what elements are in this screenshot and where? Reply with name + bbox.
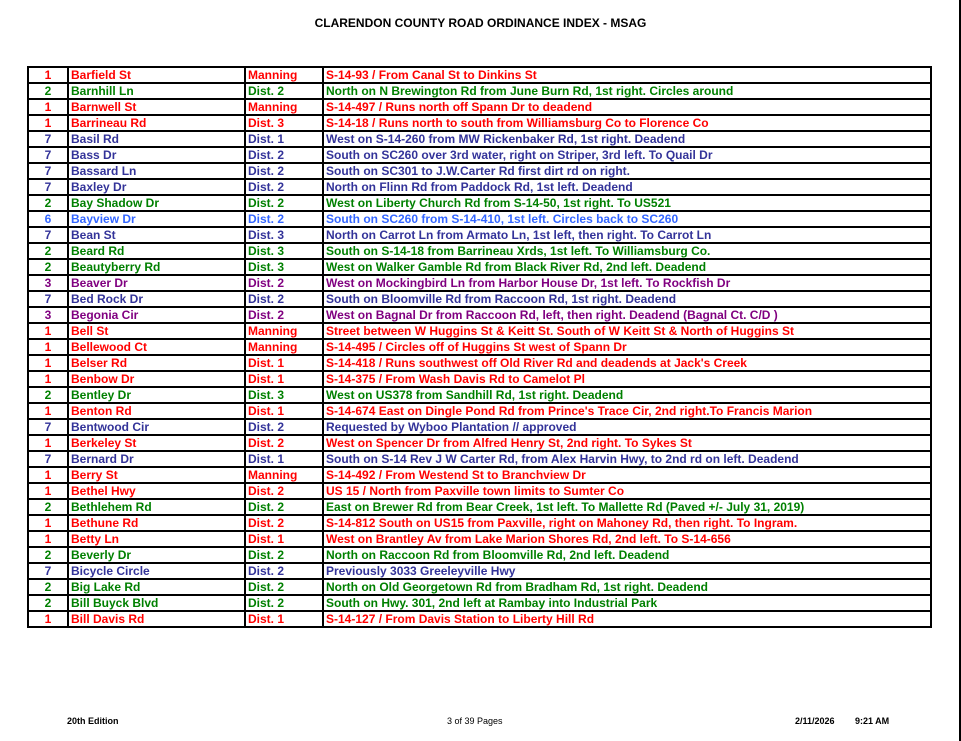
table-row bbox=[28, 131, 931, 147]
road-name: Belser Rd bbox=[68, 355, 245, 371]
district: Dist. 1 bbox=[245, 611, 323, 627]
road-name: Beautyberry Rd bbox=[68, 259, 245, 275]
description: US 15 / North from Paxville town limits to Sumter Co bbox=[323, 483, 931, 499]
zone-number: 2 bbox=[28, 579, 68, 595]
zone-number: 7 bbox=[28, 179, 68, 195]
description: S-14-495 / Circles off of Huggins St west of Spann Dr bbox=[323, 339, 931, 355]
district: Dist. 3 bbox=[245, 259, 323, 275]
description: S-14-492 / From Westend St to Branchview Dr bbox=[323, 467, 931, 483]
description: North on N Brewington Rd from June Burn Rd, 1st right. Circles around bbox=[323, 83, 931, 99]
zone-number: 7 bbox=[28, 451, 68, 467]
road-name: Bernard Dr bbox=[68, 451, 245, 467]
table-row bbox=[28, 531, 931, 547]
table-row bbox=[28, 371, 931, 387]
table-row bbox=[28, 147, 931, 163]
table-row bbox=[28, 355, 931, 371]
table-row bbox=[28, 563, 931, 579]
page-title: CLARENDON COUNTY ROAD ORDINANCE INDEX - MSAG bbox=[314, 16, 647, 30]
description: West on Mockingbird Ln from Harbor House Dr, 1st left. To Rockfish Dr bbox=[323, 275, 931, 291]
description: South on Bloomville Rd from Raccoon Rd, 1st right. Deadend bbox=[323, 291, 931, 307]
district: Dist. 2 bbox=[245, 515, 323, 531]
description: West on Brantley Av from Lake Marion Shores Rd, 2nd left. To S-14-656 bbox=[323, 531, 931, 547]
table-row bbox=[28, 83, 931, 99]
district: Dist. 3 bbox=[245, 227, 323, 243]
zone-number: 1 bbox=[28, 67, 68, 83]
zone-number: 7 bbox=[28, 227, 68, 243]
description: West on S-14-260 from MW Rickenbaker Rd, 1st right. Deadend bbox=[323, 131, 931, 147]
district: Dist. 2 bbox=[245, 435, 323, 451]
road-name: Bentley Dr bbox=[68, 387, 245, 403]
description: North on Flinn Rd from Paddock Rd, 1st left. Deadend bbox=[323, 179, 931, 195]
page-count: 3 of 39 Pages bbox=[447, 716, 503, 726]
zone-number: 2 bbox=[28, 547, 68, 563]
table-row bbox=[28, 275, 931, 291]
road-name: Bellewood Ct bbox=[68, 339, 245, 355]
description: S-14-127 / From Davis Station to Liberty Hill Rd bbox=[323, 611, 931, 627]
district: Manning bbox=[245, 467, 323, 483]
road-name: Begonia Cir bbox=[68, 307, 245, 323]
road-name: Bicycle Circle bbox=[68, 563, 245, 579]
description: S-14-812 South on US15 from Paxville, right on Mahoney Rd, then right. To Ingram. bbox=[323, 515, 931, 531]
zone-number: 1 bbox=[28, 355, 68, 371]
description: S-14-375 / From Wash Davis Rd to Camelot Pl bbox=[323, 371, 931, 387]
table-row bbox=[28, 451, 931, 467]
road-name: Barnhill Ln bbox=[68, 83, 245, 99]
zone-number: 2 bbox=[28, 595, 68, 611]
table-row bbox=[28, 179, 931, 195]
district: Dist. 2 bbox=[245, 483, 323, 499]
road-name: Bass Dr bbox=[68, 147, 245, 163]
table-row bbox=[28, 387, 931, 403]
description: South on Hwy. 301, 2nd left at Rambay into Industrial Park bbox=[323, 595, 931, 611]
table-row bbox=[28, 291, 931, 307]
description: East on Brewer Rd from Bear Creek, 1st left. To Mallette Rd (Paved +/- July 31, 2019) bbox=[323, 499, 931, 515]
road-index-table bbox=[27, 66, 932, 628]
table-row bbox=[28, 195, 931, 211]
description: S-14-418 / Runs southwest off Old River Rd and deadends at Jack's Creek bbox=[323, 355, 931, 371]
road-name: Berkeley St bbox=[68, 435, 245, 451]
description: North on Raccoon Rd from Bloomville Rd, 2nd left. Deadend bbox=[323, 547, 931, 563]
road-name: Bayview Dr bbox=[68, 211, 245, 227]
table-row bbox=[28, 435, 931, 451]
road-name: Bethune Rd bbox=[68, 515, 245, 531]
road-name: Bethel Hwy bbox=[68, 483, 245, 499]
table-row bbox=[28, 259, 931, 275]
zone-number: 1 bbox=[28, 99, 68, 115]
table-row bbox=[28, 67, 931, 83]
road-name: Beverly Dr bbox=[68, 547, 245, 563]
zone-number: 6 bbox=[28, 211, 68, 227]
district: Dist. 2 bbox=[245, 275, 323, 291]
district: Manning bbox=[245, 99, 323, 115]
zone-number: 1 bbox=[28, 515, 68, 531]
road-name: Beaver Dr bbox=[68, 275, 245, 291]
description: S-14-93 / From Canal St to Dinkins St bbox=[323, 67, 931, 83]
road-name: Bassard Ln bbox=[68, 163, 245, 179]
road-name: Bay Shadow Dr bbox=[68, 195, 245, 211]
road-name: Bethlehem Rd bbox=[68, 499, 245, 515]
road-name: Bell St bbox=[68, 323, 245, 339]
road-name: Big Lake Rd bbox=[68, 579, 245, 595]
road-name: Barrineau Rd bbox=[68, 115, 245, 131]
district: Dist. 1 bbox=[245, 403, 323, 419]
table-row bbox=[28, 515, 931, 531]
description: Previously 3033 Greeleyville Hwy bbox=[323, 563, 931, 579]
road-name: Bill Davis Rd bbox=[68, 611, 245, 627]
description: West on Spencer Dr from Alfred Henry St, 2nd right. To Sykes St bbox=[323, 435, 931, 451]
district: Dist. 2 bbox=[245, 307, 323, 323]
zone-number: 1 bbox=[28, 115, 68, 131]
district: Dist. 2 bbox=[245, 291, 323, 307]
district: Manning bbox=[245, 323, 323, 339]
table-row bbox=[28, 499, 931, 515]
district: Dist. 1 bbox=[245, 531, 323, 547]
road-name: Benbow Dr bbox=[68, 371, 245, 387]
description: South on SC301 to J.W.Carter Rd first dirt rd on right. bbox=[323, 163, 931, 179]
district: Dist. 1 bbox=[245, 355, 323, 371]
district: Dist. 2 bbox=[245, 419, 323, 435]
table-row bbox=[28, 611, 931, 627]
description: South on SC260 over 3rd water, right on Striper, 3rd left. To Quail Dr bbox=[323, 147, 931, 163]
table-row bbox=[28, 227, 931, 243]
table-row bbox=[28, 483, 931, 499]
description: West on Bagnal Dr from Raccoon Rd, left, then right. Deadend (Bagnal Ct. C/D ) bbox=[323, 307, 931, 323]
district: Dist. 3 bbox=[245, 243, 323, 259]
district: Manning bbox=[245, 67, 323, 83]
table-row bbox=[28, 547, 931, 563]
district: Dist. 2 bbox=[245, 195, 323, 211]
zone-number: 1 bbox=[28, 611, 68, 627]
table-row bbox=[28, 243, 931, 259]
district: Dist. 2 bbox=[245, 595, 323, 611]
description: West on Walker Gamble Rd from Black River Rd, 2nd left. Deadend bbox=[323, 259, 931, 275]
zone-number: 2 bbox=[28, 259, 68, 275]
district: Dist. 1 bbox=[245, 371, 323, 387]
zone-number: 2 bbox=[28, 83, 68, 99]
description: Requested by Wyboo Plantation // approved bbox=[323, 419, 931, 435]
district: Dist. 3 bbox=[245, 115, 323, 131]
road-name: Betty Ln bbox=[68, 531, 245, 547]
zone-number: 1 bbox=[28, 467, 68, 483]
zone-number: 7 bbox=[28, 131, 68, 147]
table-row bbox=[28, 99, 931, 115]
zone-number: 7 bbox=[28, 163, 68, 179]
zone-number: 7 bbox=[28, 291, 68, 307]
district: Dist. 2 bbox=[245, 499, 323, 515]
description: S-14-18 / Runs north to south from Williamsburg Co to Florence Co bbox=[323, 115, 931, 131]
table-row bbox=[28, 467, 931, 483]
table-row bbox=[28, 163, 931, 179]
description: South on S-14-18 from Barrineau Xrds, 1st left. To Williamsburg Co. bbox=[323, 243, 931, 259]
zone-number: 1 bbox=[28, 531, 68, 547]
road-name: Barfield St bbox=[68, 67, 245, 83]
road-name: Bean St bbox=[68, 227, 245, 243]
edition-label: 20th Edition bbox=[67, 716, 119, 726]
district: Dist. 2 bbox=[245, 547, 323, 563]
zone-number: 2 bbox=[28, 243, 68, 259]
table-row bbox=[28, 419, 931, 435]
zone-number: 1 bbox=[28, 403, 68, 419]
description: S-14-497 / Runs north off Spann Dr to deadend bbox=[323, 99, 931, 115]
road-name: Bed Rock Dr bbox=[68, 291, 245, 307]
district: Dist. 2 bbox=[245, 179, 323, 195]
table-row bbox=[28, 339, 931, 355]
description: Street between W Huggins St & Keitt St. South of W Keitt St & North of Huggins St bbox=[323, 323, 931, 339]
zone-number: 2 bbox=[28, 387, 68, 403]
table-row bbox=[28, 211, 931, 227]
zone-number: 1 bbox=[28, 435, 68, 451]
table-row bbox=[28, 579, 931, 595]
road-name: Baxley Dr bbox=[68, 179, 245, 195]
print-date: 2/11/2026 bbox=[795, 716, 835, 726]
zone-number: 7 bbox=[28, 147, 68, 163]
zone-number: 1 bbox=[28, 371, 68, 387]
road-name: Berry St bbox=[68, 467, 245, 483]
table-row bbox=[28, 307, 931, 323]
road-name: Bentwood Cir bbox=[68, 419, 245, 435]
district: Dist. 2 bbox=[245, 147, 323, 163]
description: West on Liberty Church Rd from S-14-50, 1st right. To US521 bbox=[323, 195, 931, 211]
district: Dist. 2 bbox=[245, 579, 323, 595]
zone-number: 1 bbox=[28, 323, 68, 339]
table-row bbox=[28, 403, 931, 419]
table-row bbox=[28, 115, 931, 131]
district: Dist. 1 bbox=[245, 131, 323, 147]
description: South on S-14 Rev J W Carter Rd, from Alex Harvin Hwy, to 2nd rd on left. Deadend bbox=[323, 451, 931, 467]
description: West on US378 from Sandhill Rd, 1st right. Deadend bbox=[323, 387, 931, 403]
zone-number: 2 bbox=[28, 195, 68, 211]
district: Manning bbox=[245, 339, 323, 355]
zone-number: 1 bbox=[28, 339, 68, 355]
district: Dist. 2 bbox=[245, 83, 323, 99]
road-name: Beard Rd bbox=[68, 243, 245, 259]
road-name: Basil Rd bbox=[68, 131, 245, 147]
zone-number: 7 bbox=[28, 563, 68, 579]
zone-number: 7 bbox=[28, 419, 68, 435]
table-row bbox=[28, 595, 931, 611]
road-name: Barnwell St bbox=[68, 99, 245, 115]
description: North on Carrot Ln from Armato Ln, 1st left, then right. To Carrot Ln bbox=[323, 227, 931, 243]
description: South on SC260 from S-14-410, 1st left. Circles back to SC260 bbox=[323, 211, 931, 227]
zone-number: 1 bbox=[28, 483, 68, 499]
table-row bbox=[28, 323, 931, 339]
description: North on Old Georgetown Rd from Bradham Rd, 1st right. Deadend bbox=[323, 579, 931, 595]
district: Dist. 2 bbox=[245, 211, 323, 227]
print-time: 9:21 AM bbox=[855, 716, 890, 726]
zone-number: 3 bbox=[28, 307, 68, 323]
district: Dist. 1 bbox=[245, 451, 323, 467]
zone-number: 2 bbox=[28, 499, 68, 515]
district: Dist. 2 bbox=[245, 163, 323, 179]
district: Dist. 3 bbox=[245, 387, 323, 403]
description: S-14-674 East on Dingle Pond Rd from Prince's Trace Cir, 2nd right.To Francis Marion bbox=[323, 403, 931, 419]
zone-number: 3 bbox=[28, 275, 68, 291]
road-name: Bill Buyck Blvd bbox=[68, 595, 245, 611]
district: Dist. 2 bbox=[245, 563, 323, 579]
road-name: Benton Rd bbox=[68, 403, 245, 419]
